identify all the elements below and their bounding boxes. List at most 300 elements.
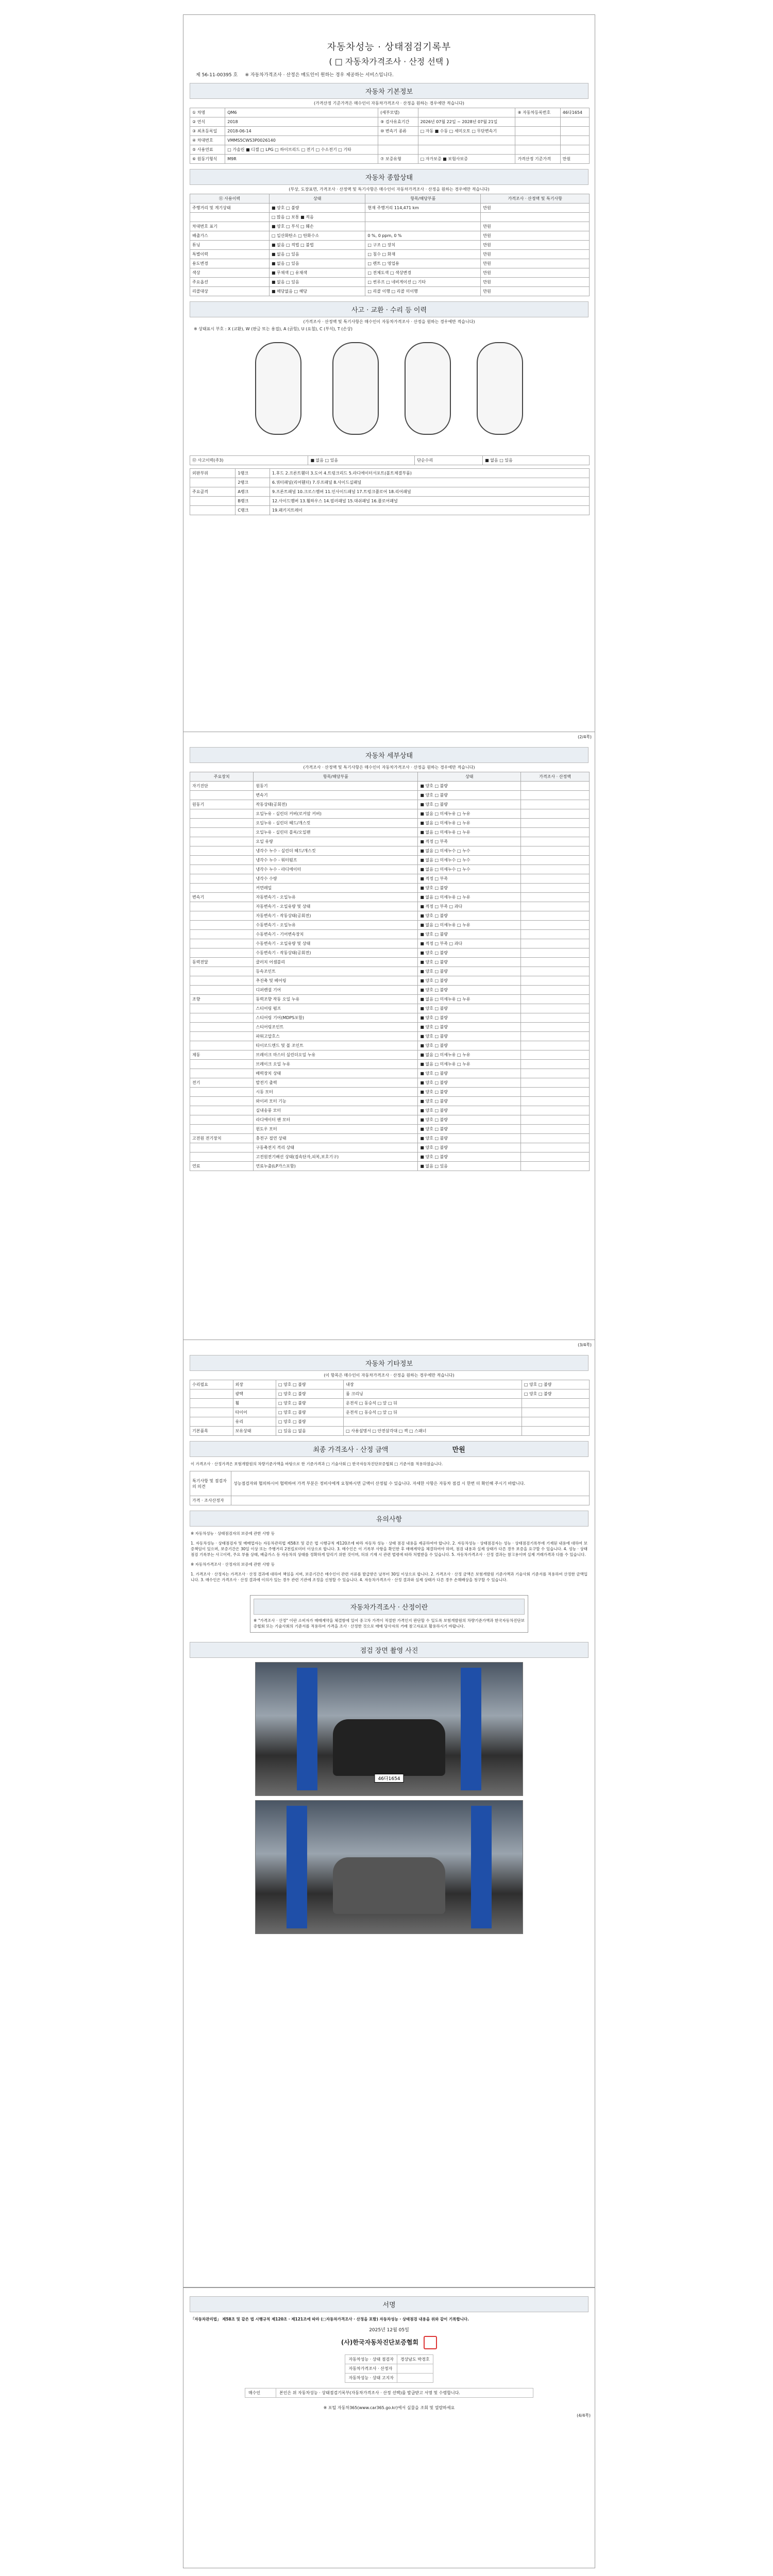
detail-cell: 자동변속기 - 오일유량 및 상태 bbox=[254, 902, 418, 911]
lift-pillar-right bbox=[461, 1668, 481, 1790]
detail-cell bbox=[190, 1088, 254, 1097]
detail-price-cell bbox=[521, 1060, 590, 1069]
detail-cell: ■ 양호 □ 불량 bbox=[418, 986, 521, 995]
parts-row bbox=[190, 487, 590, 497]
detail-cell: 스티어링 펌프 bbox=[254, 1004, 418, 1013]
final-price-label: 최종 가격조사 · 산정 금액 bbox=[313, 1446, 389, 1454]
detail-price-cell bbox=[521, 1125, 590, 1134]
buyer-label: 매수인 bbox=[245, 2388, 276, 2398]
detail-cell: 연료누출(LP가스포함) bbox=[254, 1162, 418, 1171]
overall-cell: ■ 양호 □ 부식 □ 훼손 bbox=[269, 222, 365, 231]
overall-cell: 리콜대상 bbox=[190, 287, 270, 296]
detail-cell bbox=[190, 846, 254, 856]
detail-cell: ■ 양호 □ 불량 bbox=[418, 1134, 521, 1143]
etc-row bbox=[190, 1417, 590, 1427]
detail-cell: ■ 양호 □ 불량 bbox=[418, 911, 521, 921]
detail-row bbox=[190, 828, 590, 837]
caution-title: 유의사항 bbox=[190, 1511, 589, 1527]
overall-cell: ■ 해당없음 □ 해당 bbox=[269, 287, 365, 296]
detail-cell: 자동변속기 - 작동상태(공회전) bbox=[254, 911, 418, 921]
parts-cell: 주요골격 bbox=[190, 487, 236, 497]
detail-row bbox=[190, 986, 590, 995]
detail-cell: ■ 적정 □ 부족 bbox=[418, 874, 521, 884]
document-subtitle: ( □ 자동차가격조사 · 산정 선택 ) bbox=[329, 57, 449, 66]
detail-cell: ■ 양호 □ 불량 bbox=[418, 1143, 521, 1153]
section-basic-title: 자동차 기본정보 bbox=[190, 83, 589, 99]
detail-cell bbox=[190, 791, 254, 800]
section-etc-title: 자동차 기타정보 bbox=[190, 1355, 589, 1371]
basic-cell: 가격산정 기준가격 bbox=[515, 155, 560, 164]
license-plate: 46다1654 bbox=[374, 1774, 404, 1783]
basic-cell: ⑨ 검사유효기간 bbox=[378, 117, 418, 127]
parts-cell: 6.쿼터패널(리어휀더) 7.루프패널 8.사이드실패널 bbox=[270, 478, 589, 487]
overall-cell: 차대번호 표기 bbox=[190, 222, 270, 231]
basic-cell bbox=[560, 136, 589, 145]
detail-cell bbox=[190, 1041, 254, 1050]
detail-cell: 고전원 전기장치 bbox=[190, 1134, 254, 1143]
detail-cell: 구동축전지 격리 상태 bbox=[254, 1143, 418, 1153]
detail-cell bbox=[190, 1143, 254, 1153]
overall-cell: □ 리콜 이행 □ 리콜 미이행 bbox=[365, 287, 481, 296]
overall-head-price: 가격조사 · 산정액 및 특기사항 bbox=[481, 194, 590, 204]
detail-cell: ■ 양호 □ 불량 bbox=[418, 1004, 521, 1013]
detail-cell: 자기진단 bbox=[190, 782, 254, 791]
parts-row bbox=[190, 469, 590, 478]
etc-cell bbox=[190, 1399, 233, 1408]
basic-cell bbox=[515, 117, 560, 127]
detail-cell bbox=[190, 837, 254, 846]
detail-cell: ■ 양호 □ 불량 bbox=[418, 782, 521, 791]
accident-legend: ※ 상태표시 부호 : X (교환), W (판금 또는 용접), A (긁힘), U (요철), C (부식), T (손상) bbox=[194, 327, 353, 331]
overall-row bbox=[190, 231, 590, 241]
detail-cell bbox=[190, 921, 254, 930]
detail-row bbox=[190, 856, 590, 865]
detail-cell: 배력장치 상태 bbox=[254, 1069, 418, 1078]
detail-price-cell bbox=[521, 1041, 590, 1050]
basic-cell bbox=[515, 136, 560, 145]
detail-row bbox=[190, 1125, 590, 1134]
detail-cell: 윈도우 모터 bbox=[254, 1125, 418, 1134]
inspection-photo-rear bbox=[255, 1800, 523, 1934]
basic-cell: ④ 차대번호 bbox=[190, 136, 225, 145]
basic-cell: 2018 bbox=[225, 117, 378, 127]
detail-cell: ■ 양호 □ 불량 bbox=[418, 958, 521, 967]
detail-row bbox=[190, 1023, 590, 1032]
parts-cell: 12.사이드멤버 13.휠하우스 14.필러패널 15.대쉬패널 16.플로어패널 bbox=[270, 497, 589, 506]
etc-cell: 휠 bbox=[233, 1399, 276, 1408]
basic-cell: □ 자가보증 ■ 보험사보증 bbox=[418, 155, 515, 164]
detail-price-cell bbox=[521, 782, 590, 791]
basic-cell bbox=[560, 127, 589, 136]
detail-cell: ■ 없음 □ 있음 bbox=[418, 1162, 521, 1171]
basic-cell bbox=[418, 145, 515, 155]
overall-cell: 만원 bbox=[481, 222, 590, 231]
detail-price-cell bbox=[521, 1004, 590, 1013]
detail-row bbox=[190, 1143, 590, 1153]
detail-cell bbox=[190, 874, 254, 884]
detail-cell: ■ 양호 □ 불량 bbox=[418, 1106, 521, 1115]
detail-cell: 수동변속기 - 오일유량 및 상태 bbox=[254, 939, 418, 948]
basic-cell: (세부모델) bbox=[378, 108, 418, 117]
parts-cell: A랭크 bbox=[236, 487, 270, 497]
etc-row bbox=[190, 1389, 590, 1399]
detail-cell: ■ 양호 □ 불량 bbox=[418, 1032, 521, 1041]
detail-head-device: 주요장치 bbox=[190, 772, 254, 782]
detail-cell: 추진축 및 베어링 bbox=[254, 976, 418, 986]
basic-cell: M9R bbox=[225, 155, 378, 164]
detail-price-cell bbox=[521, 800, 590, 809]
detail-row bbox=[190, 1050, 590, 1060]
opinion-label: 특기사항 및 점검자의 의견 bbox=[190, 1471, 231, 1496]
detail-cell bbox=[190, 1032, 254, 1041]
etc-cell: 유리 bbox=[233, 1417, 276, 1427]
etc-row bbox=[190, 1399, 590, 1408]
etc-cell: 타이어 bbox=[233, 1408, 276, 1417]
car-photo-shape-rear bbox=[333, 1857, 445, 1914]
overall-cell: 만원 bbox=[481, 250, 590, 259]
detail-price-cell bbox=[521, 893, 590, 902]
detail-row bbox=[190, 884, 590, 893]
overall-row bbox=[190, 287, 590, 296]
etc-cell: □ 양호 □ 불량 bbox=[276, 1417, 344, 1427]
detail-cell: 클러치 어셈블리 bbox=[254, 958, 418, 967]
etc-cell: 기본품목 bbox=[190, 1427, 233, 1436]
detail-cell: 연료 bbox=[190, 1162, 254, 1171]
detail-cell: ■ 없음 □ 미세누수 □ 누수 bbox=[418, 856, 521, 865]
detail-cell: 스티어링 기어(MDPS포함) bbox=[254, 1013, 418, 1023]
basic-cell: QM6 bbox=[225, 108, 378, 117]
page-2-number: (2/4쪽) bbox=[578, 735, 592, 739]
detail-cell: ■ 양호 □ 불량 bbox=[418, 976, 521, 986]
overall-cell bbox=[481, 213, 590, 222]
sign-cell: 자동차성능 · 상태 점검자 bbox=[345, 2355, 397, 2364]
detail-cell: ■ 없음 □ 미세누유 □ 누유 bbox=[418, 828, 521, 837]
overall-row bbox=[190, 241, 590, 250]
overall-cell bbox=[365, 213, 481, 222]
detail-price-cell bbox=[521, 874, 590, 884]
overall-status-table bbox=[190, 194, 590, 296]
detail-cell bbox=[190, 1097, 254, 1106]
detail-cell: 수동변속기 - 작동상태(공회전) bbox=[254, 948, 418, 958]
etc-cell: 운전석 □ 동승석 □ 앞 □ 뒤 bbox=[344, 1399, 522, 1408]
etc-cell: 운전석 □ 동승석 □ 앞 □ 뒤 bbox=[344, 1408, 522, 1417]
detail-row bbox=[190, 921, 590, 930]
detail-price-cell bbox=[521, 837, 590, 846]
detail-row bbox=[190, 874, 590, 884]
detail-price-cell bbox=[521, 791, 590, 800]
etc-cell bbox=[344, 1417, 522, 1427]
detail-cell: ■ 양호 □ 불량 bbox=[418, 1078, 521, 1088]
detail-cell bbox=[190, 865, 254, 874]
document-number-line bbox=[196, 71, 595, 78]
basic-cell: ⑦ 보증유형 bbox=[378, 155, 418, 164]
sign-cell bbox=[397, 2364, 433, 2374]
sign-cell bbox=[397, 2374, 433, 2383]
detail-cell: 타이로드엔드 및 볼 조인트 bbox=[254, 1041, 418, 1050]
detail-row bbox=[190, 1115, 590, 1125]
detail-cell: ■ 양호 □ 불량 bbox=[418, 1041, 521, 1050]
sign-date: 2025년 12월 05일 bbox=[369, 2328, 409, 2333]
price-explanation-text: ※ "가격조사 · 산정" 이란 소비자가 매매계약을 체결함에 있어 중고차 가격이 적절한 가격인지 판단할 수 있도록 보험개발원의 차량기준가액과 한국자동차진단보증협회 또는 기술사회의 기준서를 적용하여 가격을 조사 · 산정한 것으로 매매 당사자의 거래 참고자료로 활용하시기 바랍니다. bbox=[254, 1618, 525, 1629]
document-title: 자동차성능 · 상태점검기록부 bbox=[327, 42, 451, 53]
detail-row bbox=[190, 1060, 590, 1069]
etc-cell bbox=[190, 1408, 233, 1417]
basic-cell: □ 가솔린 ■ 디젤 □ LPG □ 하이브리드 □ 전기 □ 수소전기 □ 기타 bbox=[225, 145, 378, 155]
detail-price-cell bbox=[521, 1162, 590, 1171]
overall-row bbox=[190, 250, 590, 259]
detail-cell: ■ 없음 □ 미세누유 □ 누유 bbox=[418, 819, 521, 828]
report-page-1 bbox=[183, 14, 595, 736]
detail-cell: 원동기 bbox=[190, 800, 254, 809]
detail-cell bbox=[190, 1060, 254, 1069]
detail-cell: ■ 없음 □ 미세누수 □ 누수 bbox=[418, 846, 521, 856]
basic-row bbox=[190, 127, 590, 136]
basic-cell bbox=[515, 127, 560, 136]
section-etc-note: (이 항목은 매수인이 자동차가격조사 · 산정을 원하는 경우에만 적습니다) bbox=[324, 1373, 455, 1378]
detail-cell: 브레이크 마스터 실린더오일 누유 bbox=[254, 1050, 418, 1060]
basic-cell bbox=[560, 117, 589, 127]
detail-cell bbox=[190, 902, 254, 911]
detail-price-cell bbox=[521, 967, 590, 976]
overall-cell: □ 렌트 □ 영업용 bbox=[365, 259, 481, 268]
overall-head-item: 항목/해당부품 bbox=[365, 194, 481, 204]
overall-cell: □ 전체도색 □ 색상변경 bbox=[365, 268, 481, 278]
simple-repair-label: 단순수리 bbox=[415, 456, 483, 465]
detail-cell: ■ 양호 □ 불량 bbox=[418, 791, 521, 800]
caution-heading-2: ※ 자동차가격조사 · 산정자의 보증에 관한 사항 등 bbox=[191, 1562, 275, 1567]
detail-price-cell bbox=[521, 1088, 590, 1097]
basic-row bbox=[190, 145, 590, 155]
detail-cell: 오일누유 - 실린더 헤드/개스킷 bbox=[254, 819, 418, 828]
detail-price-cell bbox=[521, 809, 590, 819]
basic-cell: 46다1654 bbox=[560, 108, 589, 117]
opinion-text: 성능점검자와 협의하시어 협력하여 가격 부분은 정비사에게 요청하시면 금액이 산정될 수 있습니다. 자세한 사항은 자동차 점검 시 한번 더 확인해 주시기 바랍니다. bbox=[231, 1471, 590, 1496]
detail-price-cell bbox=[521, 856, 590, 865]
detail-price-cell bbox=[521, 1032, 590, 1041]
parts-cell: 1랭크 bbox=[236, 469, 270, 478]
detail-row bbox=[190, 1041, 590, 1050]
basic-cell: 2026년 07월 22일 ~ 2028년 07월 21일 bbox=[418, 117, 515, 127]
detail-cell: 제동 bbox=[190, 1050, 254, 1060]
detail-cell: 작동상태(공회전) bbox=[254, 800, 418, 809]
detail-row bbox=[190, 791, 590, 800]
parts-row bbox=[190, 506, 590, 515]
detail-cell: ■ 양호 □ 불량 bbox=[418, 930, 521, 939]
detail-row bbox=[190, 939, 590, 948]
etc-info-table bbox=[190, 1380, 590, 1436]
overall-cell bbox=[365, 222, 481, 231]
detail-head-item: 항목/해당부품 bbox=[254, 772, 418, 782]
detail-price-cell bbox=[521, 1153, 590, 1162]
etc-cell: 보유상태 bbox=[233, 1427, 276, 1436]
basic-cell bbox=[378, 145, 418, 155]
etc-cell: □ 양호 □ 불량 bbox=[276, 1408, 344, 1417]
basic-cell bbox=[378, 136, 418, 145]
detail-cell bbox=[190, 1115, 254, 1125]
sign-row bbox=[345, 2364, 433, 2374]
etc-cell bbox=[522, 1417, 589, 1427]
detail-cell: 수동변속기 - 오일누유 bbox=[254, 921, 418, 930]
parts-row bbox=[190, 478, 590, 487]
basic-cell: ⑧ 자동차등록번호 bbox=[515, 108, 560, 117]
detail-row bbox=[190, 1162, 590, 1171]
photo-section-title: 점검 장면 촬영 사진 bbox=[190, 1642, 589, 1658]
parts-cell: B랭크 bbox=[236, 497, 270, 506]
detail-row bbox=[190, 967, 590, 976]
overall-cell bbox=[190, 213, 270, 222]
overall-cell: 색상 bbox=[190, 268, 270, 278]
basic-cell bbox=[515, 145, 560, 155]
detail-cell: 자동변속기 - 오일누유 bbox=[254, 893, 418, 902]
basic-cell: ⑤ 사용연료 bbox=[190, 145, 225, 155]
basic-row bbox=[190, 108, 590, 117]
detail-cell: 등속조인트 bbox=[254, 967, 418, 976]
detail-row bbox=[190, 902, 590, 911]
detail-row bbox=[190, 809, 590, 819]
overall-cell: □ 많음 □ 보통 ■ 적음 bbox=[269, 213, 365, 222]
overall-row bbox=[190, 278, 590, 287]
overall-row bbox=[190, 222, 590, 231]
detail-cell: 오일누유 - 실린더 블록/오일팬 bbox=[254, 828, 418, 837]
accident-summary-value: ■ 없음 □ 있음 bbox=[308, 456, 415, 465]
overall-cell: 0 %, 0 ppm, 0 % bbox=[365, 231, 481, 241]
overall-row bbox=[190, 268, 590, 278]
detail-cell: 라디에이터 팬 모터 bbox=[254, 1115, 418, 1125]
detail-cell: 동력전달 bbox=[190, 958, 254, 967]
etc-cell: □ 사용설명서 □ 안전삼각대 □ 잭 □ 스패너 bbox=[344, 1427, 522, 1436]
etc-cell: 외장 bbox=[233, 1380, 276, 1389]
overall-cell: ■ 없음 □ 있음 bbox=[269, 278, 365, 287]
detail-row bbox=[190, 837, 590, 846]
detail-price-cell bbox=[521, 986, 590, 995]
detail-cell: 충전구 절연 상태 bbox=[254, 1134, 418, 1143]
detail-price-cell bbox=[521, 1078, 590, 1088]
overall-cell: 만원 bbox=[481, 268, 590, 278]
report-page-2 bbox=[183, 732, 595, 1342]
detail-head-status: 상태 bbox=[418, 772, 521, 782]
detail-price-cell bbox=[521, 939, 590, 948]
parts-cell: 외판부위 bbox=[190, 469, 236, 478]
detail-row bbox=[190, 930, 590, 939]
etc-cell bbox=[522, 1399, 589, 1408]
detail-price-cell bbox=[521, 819, 590, 828]
detail-row bbox=[190, 911, 590, 921]
detail-cell: 냉각수 누수 - 워터펌프 bbox=[254, 856, 418, 865]
detail-cell bbox=[190, 976, 254, 986]
sign-org-name: (사)한국자동차진단보증협회 bbox=[341, 2338, 418, 2346]
detail-row bbox=[190, 1013, 590, 1023]
detail-cell: 원동기 bbox=[254, 782, 418, 791]
overall-row bbox=[190, 213, 590, 222]
detail-cell: ■ 없음 □ 미세누유 □ 누유 bbox=[418, 809, 521, 819]
detail-row bbox=[190, 782, 590, 791]
detail-row bbox=[190, 1004, 590, 1013]
detail-cell: 고전원전기배선 상태(접속단자,피복,보호기구) bbox=[254, 1153, 418, 1162]
caution-text-2: 1. 가격조사 · 산정자는 가격조사 · 산정 결과에 대하여 책임을 지며, 보증기간은 매수인이 관련 서류를 발급받은 날부터 30일 이상으로 합니다. 2. 가격조사 · 산정 금액은 보험개발원 기준가액과 기술사회 기준서를 적용하여 산정한 금액입니다. 3. 매수인은 가격조사 · 산정 결과에 이의가 있는 경우 관련 기관에 조정을 신청할 수 있습니다. 4. 자동차가격조사 · 산정 결과와 실제 상태가 다른 경우 손해배상을 청구할 수 있습니다. bbox=[191, 1572, 587, 1582]
overall-cell: ■ 없음 □ 적법 □ 불법 bbox=[269, 241, 365, 250]
overall-row bbox=[190, 204, 590, 213]
price-inspector-label: 가격 · 조사산정자 bbox=[190, 1496, 231, 1505]
simple-repair-value: ■ 없음 □ 있음 bbox=[483, 456, 590, 465]
number-label: 제 bbox=[196, 73, 200, 78]
overall-cell: 용도변경 bbox=[190, 259, 270, 268]
etc-row bbox=[190, 1380, 590, 1389]
caution-text-1: 1. 자동차성능 · 상태점검자 및 매매업자는 자동차관리법 제58조 및 같은 법 시행규칙 제120조에 따라 자동차 성능 · 상태 점검 내용을 제공하여야 합니다. 2. 자동차성능 · 상태점검자는 성능 · 상태점검기록부에 기재된 내용에 대하여 보증책임이 있으며, 보증기간은 30일 이상 또는 주행거리 2천킬로미터 이상으로 합니다. 3. 매수인은 이 기록부 사항을 확인한 후 매매계약을 체결하여야 하며, 점검 내용과 실제 상태가 다른 경우 보증을 요구할 수 있습니다. 4. 성능 · 상태점검 기록부는 사고이력, 주요 부품 상태, 배출가스 등 자동차의 상태를 정확하게 알리기 위한 것이며, 허위 기재 시 관련 법령에 따라 처벌받을 수 있습니다. 5. 자동차가격조사 · 산정 결과는 참고용이며 실제 거래가격과 다를 수 있습니다. bbox=[191, 1541, 587, 1557]
detail-cell bbox=[190, 1125, 254, 1134]
overall-cell: 주행거리 및 계기상태 bbox=[190, 204, 270, 213]
detail-cell: 전기 bbox=[190, 1078, 254, 1088]
section-basic-note: (가격산정 기준가격은 매수인이 자동차가격조사 · 산정을 원하는 경우에만 적습니다) bbox=[314, 101, 464, 106]
detail-cell: 조향 bbox=[190, 995, 254, 1004]
detail-cell: ■ 없음 □ 미세누유 □ 누유 bbox=[418, 893, 521, 902]
detail-cell bbox=[190, 1023, 254, 1032]
basic-cell: □ 자동 ■ 수동 □ 세미오토 □ 무단변속기 bbox=[418, 127, 515, 136]
sign-cell: 자동차가격조사 · 산정자 bbox=[345, 2364, 397, 2374]
lift-pillar-left-rear bbox=[287, 1806, 307, 1928]
detail-price-cell bbox=[521, 1050, 590, 1060]
service-notice: ※ 자동차가격조사 · 산정은 매도인이 원하는 경우 제공하는 서비스입니다. bbox=[245, 73, 394, 78]
detail-price-cell bbox=[521, 1013, 590, 1023]
detail-cell: 변속기 bbox=[190, 893, 254, 902]
detail-cell: 스티어링조인트 bbox=[254, 1023, 418, 1032]
basic-cell: 만원 bbox=[560, 155, 589, 164]
basic-cell bbox=[560, 145, 589, 155]
overall-cell: □ 썬루프 □ 네비게이션 □ 기타 bbox=[365, 278, 481, 287]
inspection-photo-front bbox=[255, 1662, 523, 1796]
detail-cell: 동력조향 작동 오일 누유 bbox=[254, 995, 418, 1004]
parts-cell: C랭크 bbox=[236, 506, 270, 515]
etc-cell: □ 양호 □ 불량 bbox=[276, 1399, 344, 1408]
detail-cell: ■ 양호 □ 불량 bbox=[418, 1097, 521, 1106]
detail-cell: 실내송풍 모터 bbox=[254, 1106, 418, 1115]
etc-cell: 수리필요 bbox=[190, 1380, 233, 1389]
overall-cell: □ 침수 □ 화재 bbox=[365, 250, 481, 259]
detail-cell: ■ 없음 □ 미세누수 □ 누수 bbox=[418, 865, 521, 874]
basic-cell: ② 연식 bbox=[190, 117, 225, 127]
detail-row bbox=[190, 1032, 590, 1041]
final-price-unit: 만원 bbox=[452, 1446, 465, 1454]
detail-cell: ■ 양호 □ 불량 bbox=[418, 800, 521, 809]
section-overall-title: 자동차 종합상태 bbox=[190, 169, 589, 185]
car-right-view bbox=[477, 342, 523, 435]
basic-cell: ③ 최초등록일 bbox=[190, 127, 225, 136]
etc-cell: 내장 bbox=[344, 1380, 522, 1389]
detail-cell: 파워고압호스 bbox=[254, 1032, 418, 1041]
sign-law-text: 「자동차관리법」 제58조 및 같은 법 시행규칙 제120조 · 제121조에 따라 (□자동차가격조사 · 산정을 포함) 자동차성능 · 상태점검 내용을 위와 같이 기록합니다. bbox=[191, 2317, 469, 2321]
detail-cell: 냉각수 누수 - 실린더 헤드/개스킷 bbox=[254, 846, 418, 856]
car-top-view bbox=[332, 342, 379, 435]
overall-cell: 만원 bbox=[481, 204, 590, 213]
basic-cell bbox=[418, 136, 515, 145]
detail-row bbox=[190, 800, 590, 809]
overall-cell: 튜닝 bbox=[190, 241, 270, 250]
overall-cell: 현재 주행거리 114,471 km bbox=[365, 204, 481, 213]
overall-cell: ■ 양호 □ 불량 bbox=[269, 204, 365, 213]
detail-row bbox=[190, 948, 590, 958]
report-page-4 bbox=[183, 2287, 595, 2568]
detail-cell: ■ 양호 □ 불량 bbox=[418, 948, 521, 958]
accident-summary-table bbox=[190, 455, 590, 465]
detail-cell: ■ 없음 □ 미세누유 □ 누유 bbox=[418, 1060, 521, 1069]
basic-row bbox=[190, 155, 590, 164]
sign-cell: 경상남도 박경호 bbox=[397, 2355, 433, 2364]
detail-cell: 디퍼렌셜 기어 bbox=[254, 986, 418, 995]
basic-cell: ① 차명 bbox=[190, 108, 225, 117]
detail-price-cell bbox=[521, 1115, 590, 1125]
car-left-view bbox=[255, 342, 301, 435]
buyer-table bbox=[245, 2388, 533, 2398]
parts-cell: 1.후드 2.프론트휀더 3.도어 4.트렁크리드 5.라디에이터서포트(볼트체결부품) bbox=[270, 469, 589, 478]
